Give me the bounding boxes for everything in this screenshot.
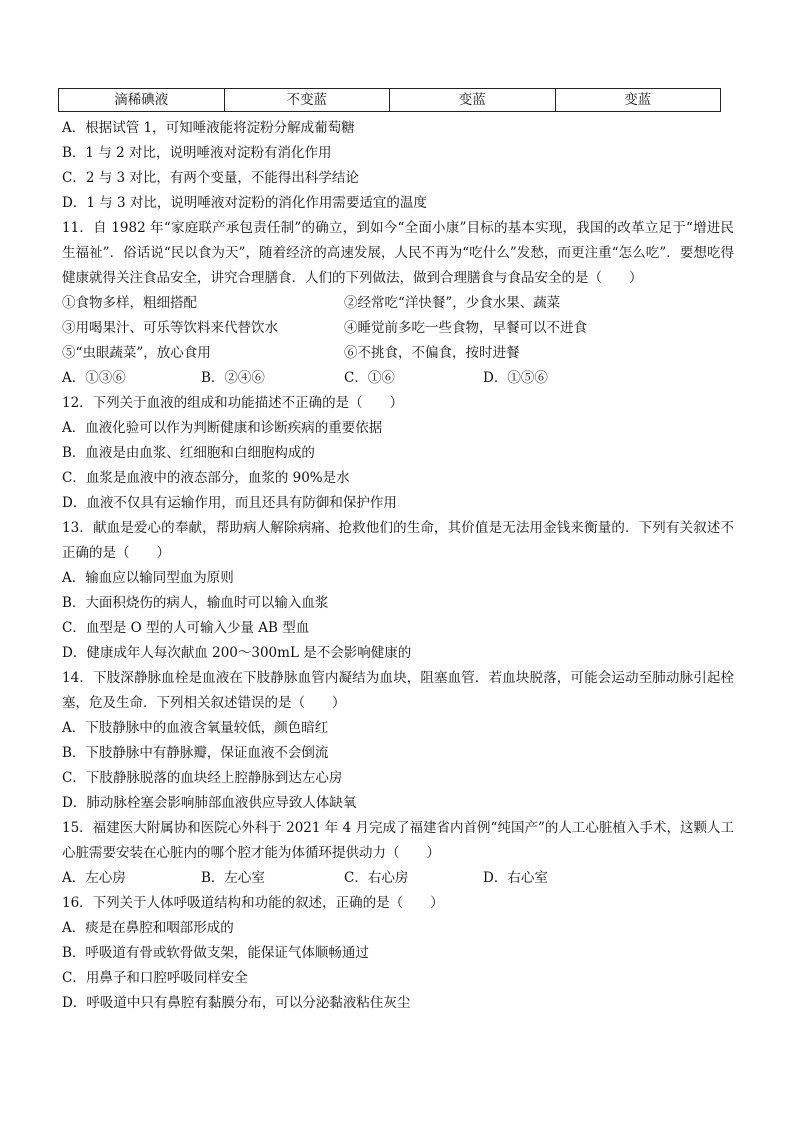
q15-option-d: D．右心室 (483, 870, 548, 886)
q16-option-a: A．痰是在鼻腔和咽部形成的 (62, 920, 234, 936)
q15-option-c: C．右心房 (344, 870, 409, 886)
q14-stem: 14．下肢深静脉血栓是血液在下肢静脉血管内凝结为血块，阻塞血管．若血块脱落，可能会运动至肺动脉引起栓塞，危及生命．下列相关叙述错误的是（ ） (62, 670, 734, 711)
q11-item-3: ③用喝果汁、可乐等饮料来代替饮水 (62, 320, 278, 336)
q12-option-b: B．血液是由血浆、红细胞和白细胞构成的 (62, 445, 315, 461)
q12-stem: 12．下列关于血液的组成和功能描述不正确的是（ ） (62, 395, 404, 411)
q14-option-d: D．肺动脉栓塞会影响肺部血液供应导致人体缺氧 (62, 795, 357, 811)
question-content (62, 116, 734, 1016)
q11-item-5: ⑤“虫眼蔬菜”，放心食用 (62, 345, 211, 361)
experiment-table (58, 88, 721, 112)
q12-option-d: D．血液不仅具有运输作用，而且还具有防御和保护作用 (62, 495, 397, 511)
q11-items-row (62, 316, 734, 341)
q11-stem: 11．自 1982 年“家庭联产承包责任制”的确立，到如今“全面小康”目标的基本实现，我国的改革立足于“增进民生福祉”．俗话说“民以食为天”，随着经济的高速发展，人民不再为“吃什么”发愁，而更注重“怎么吃”．要想吃得健康就得关注食品安全，讲究合理膳食．人们的下列做法，做到合理膳食与食品安全的是（ ） (62, 220, 734, 286)
q11-options (62, 366, 734, 391)
q13-stem: 13．献血是爱心的奉献，帮助病人解除病痛、抢救他们的生命，其价值是无法用金钱来衡量的．下列有关叙述不正确的是（ ） (62, 520, 734, 561)
q16-stem: 16．下列关于人体呼吸道结构和功能的叙述，正确的是（ ） (62, 895, 444, 911)
q11-items-row (62, 291, 734, 316)
q12-option-c: C．血浆是血液中的液态部分，血浆的 90%是水 (62, 470, 350, 486)
q11-item-6: ⑥不挑食，不偏食，按时进餐 (344, 345, 520, 361)
table-cell: 不变蓝 (224, 89, 390, 112)
q11-option-d: D．①⑤⑥ (483, 370, 548, 386)
q11-option-b: B．②④⑥ (201, 370, 265, 386)
table-cell: 变蓝 (390, 89, 556, 112)
q15-option-a: A．左心房 (62, 870, 126, 886)
q15-option-b: B．左心室 (201, 870, 265, 886)
q11-item-2: ②经常吃“洋快餐”，少食水果、蔬菜 (344, 295, 561, 311)
q11-item-4: ④睡觉前多吃一些食物，早餐可以不进食 (344, 320, 587, 336)
q14-option-c: C．下肢静脉脱落的血块经上腔静脉到达左心房 (62, 770, 343, 786)
q11-option-a: A．①③⑥ (62, 370, 126, 386)
q11-items-row (62, 341, 734, 366)
q13-option-c: C．血型是 O 型的人可输入少量 AB 型血 (62, 620, 310, 636)
q16-option-d: D．呼吸道中只有鼻腔有黏膜分布，可以分泌黏液粘住灰尘 (62, 995, 411, 1011)
q10-option-b: B．1 与 2 对比，说明唾液对淀粉有消化作用 (62, 145, 332, 161)
q11-option-c: C．①⑥ (344, 370, 395, 386)
q10-option-c: C．2 与 3 对比，有两个变量，不能得出科学结论 (62, 170, 359, 186)
q10-option-d: D．1 与 3 对比，说明唾液对淀粉的消化作用需要适宜的温度 (62, 195, 427, 211)
table-cell: 滴稀碘液 (59, 89, 225, 112)
table-row (59, 89, 721, 112)
q16-option-b: B．呼吸道有骨或软骨做支架，能保证气体顺畅通过 (62, 945, 369, 961)
q15-options (62, 866, 734, 891)
q14-option-b: B．下肢静脉中有静脉瓣，保证血液不会倒流 (62, 745, 329, 761)
table-cell: 变蓝 (555, 89, 721, 112)
q13-option-a: A．输血应以输同型血为原则 (62, 570, 234, 586)
q14-option-a: A．下肢静脉中的血液含氧量较低，颜色暗红 (62, 720, 329, 736)
q11-item-1: ①食物多样，粗细搭配 (62, 295, 197, 311)
q16-option-c: C．用鼻子和口腔呼吸同样安全 (62, 970, 248, 986)
q10-option-a: A．根据试管 1，可知唾液能将淀粉分解成葡萄糖 (62, 120, 355, 136)
q13-option-d: D．健康成年人每次献血 200～300mL 是不会影响健康的 (62, 645, 412, 661)
q13-option-b: B．大面积烧伤的病人，输血时可以输入血浆 (62, 595, 329, 611)
q15-stem: 15．福建医大附属协和医院心外科于 2021 年 4 月完成了福建省内首例“纯国产”的人工心脏植入手术，这颗人工心脏需要安装在心脏内的哪个腔才能为体循环提供动力（ ） (62, 820, 734, 861)
q12-option-a: A．血液化验可以作为判断健康和诊断疾病的重要依据 (62, 420, 383, 436)
